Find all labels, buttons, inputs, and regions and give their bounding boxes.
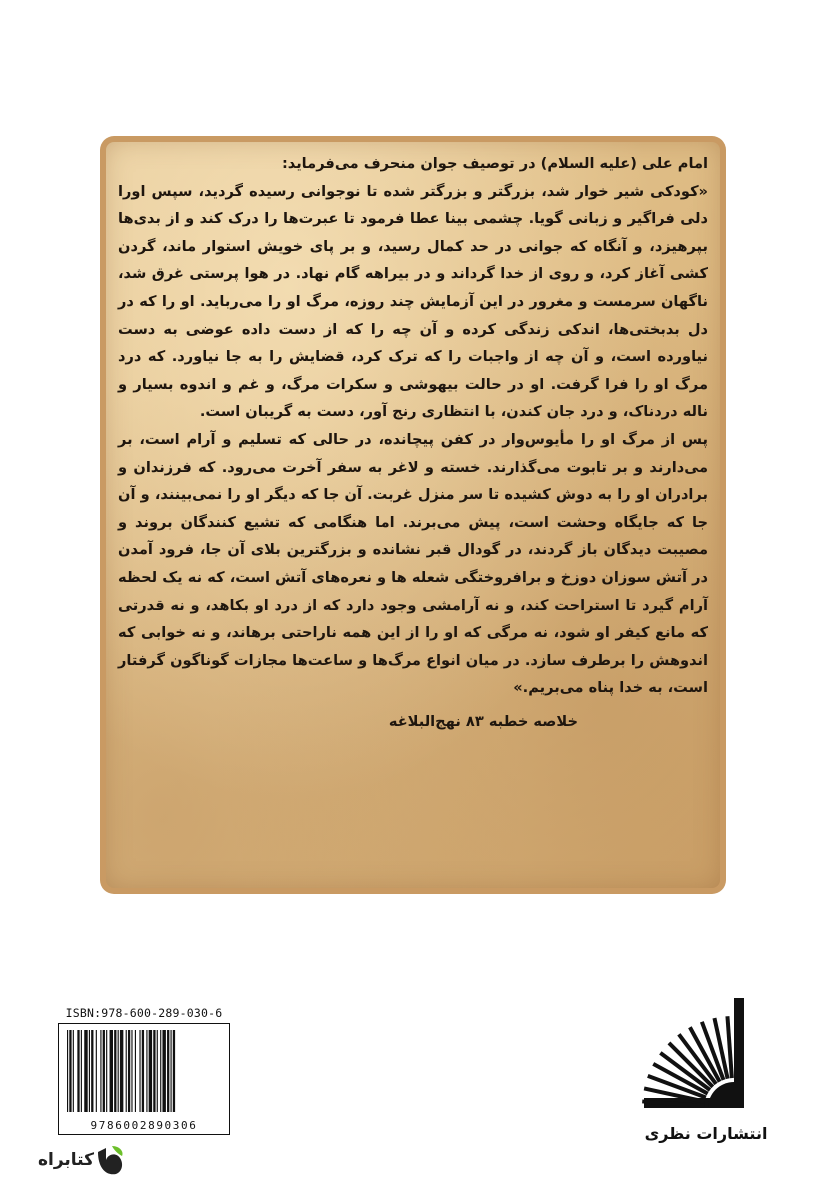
quote-heading: امام علی (علیه السلام) در توصیف جوان منحرف می‌فرماید: (281, 155, 708, 172)
quote-source (118, 708, 708, 736)
isbn-label: ISBN:978-600-289-030-6 (65, 1006, 223, 1020)
publisher-name: انتشارات نظری (644, 1124, 768, 1143)
ketabrah-name: کتابراه (37, 1150, 94, 1170)
quote-text (118, 150, 708, 702)
barcode (58, 1023, 230, 1135)
ketabrah-logo-icon (92, 1144, 126, 1180)
quote-paragraph-1: «کودکی شیر خوار شد، بزرگتر و بزرگتر شده تا نوجوانی رسیده گردید، سپس اورا دلی فراگیر و زبانی گویا. چشمی بینا عطا فرمود تا عبرت‌ها را درک کند و از بدی‌ها بپرهیزد، و آنگاه که جوانی در حد کمال رسید، و بر پای خویش استوار ماند، گردن کشی آغاز کرد، و روی از خدا گرداند و در بیراهه گام نهاد. در هوا پرستی غرق شد، ناگهان سرمست و مغرور در این آزمایش چند روزه، مرگ او را می‌رباید. او را که در دل بدبختی‌ها، اندکی زندگی کرده و آن چه را که از دست داده عوضی به دست نیاورده است، و آن چه از واجبات را که ترک کرد، قضایش را به جا نیاورد. که درد مرگ او را فرا گرفت. او در حالت بیهوشی و سکرات مرگ، و غم و اندوه بسیار و ناله دردناک، و درد جان کندن، با انتظاری رنج آور، دست به گریبان است. (118, 182, 708, 421)
barcode-digits: 9786002890306 (90, 1119, 198, 1132)
quote-source-text: خلاصه خطبه ۸۳ نهج‌البلاغه (388, 712, 578, 730)
quote-paragraph-2: پس از مرگ او را مأیوس‌وار در کفن پیچانده، در حالی که تسلیم و آرام است، بر می‌دارند و بر تابوت می‌گذارند. خسته و لاغر به سفر آخرت می‌رود. که فرزندان و برادران او را به دوش کشیده تا سر منزل غربت. آن جا که دیگر او را نمی‌بینند، و آن جا که جایگاه وحشت است، پیش می‌برند. اما هنگامی که تشیع کنندگان بروند و مصیبت دیدگان باز گردند، در گودال قبر نشانده و بزرگترین بلای آن جا، فرود آمدن در آتش سوزان دوزخ و برافروختگی شعله ها و نعره‌های آتش است، که نه یک لحظه آرام گیرد تا استراحت کند، و نه آرامشی وجود دارد که از درد او بکاهد، و نه قدرتی که مانع کیفر او شود، نه مرگی که او را از این همه ناراحتی برهاند، و نه خوابی که اندوهش را برطرف سازد. در میان انواع مرگ‌ها و ساعت‌ها مجازات گوناگون گرفتار است، به خدا پناه می‌بریم.» (118, 430, 708, 697)
publisher-logo-icon (636, 990, 772, 1116)
isbn-block (58, 1005, 230, 1137)
barcode-bars (65, 1030, 223, 1112)
ketabrah-brand (20, 1144, 130, 1180)
quote-panel (100, 136, 726, 894)
